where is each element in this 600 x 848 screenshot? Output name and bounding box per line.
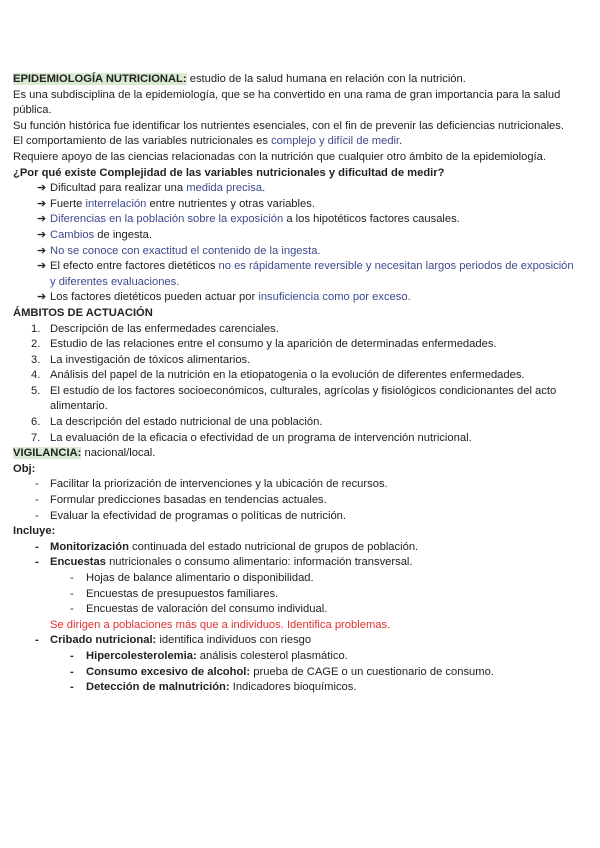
item-text: Análisis del papel de la nutrición en la etiopatogenia o la evolución de diferentes enfermedades. [50, 369, 525, 382]
item-text: Estudio de las relaciones entre el consumo y la aparición de determinadas enfermedades. [50, 338, 497, 351]
arrow-icon: ➔ [37, 182, 47, 195]
item-text: El efecto entre factores dietéticos [50, 260, 219, 273]
item-bold: Encuestas [50, 556, 106, 569]
item-number: 1. [31, 322, 41, 335]
item-bold: Consumo excesivo de alcohol: [86, 665, 251, 678]
arrow-icon: ➔ [37, 228, 47, 241]
list-item [13, 602, 580, 618]
item-text: Hojas de balance alimentario o disponibilidad. [86, 572, 314, 584]
intro-line-4: Requiere apoyo de las ciencias relacionadas con la nutrición que cualquier otro ámbito de la epidemiología. [13, 150, 546, 163]
vigilancia-heading: VIGILANCIA: [13, 447, 82, 460]
item-text-end: . [262, 182, 266, 195]
list-item [13, 509, 580, 525]
arrow-icon: ➔ [37, 197, 47, 210]
list-item [13, 540, 580, 556]
vigilancia-heading-rest: nacional/local. [81, 447, 156, 460]
incluye-label: Incluye: [13, 525, 56, 538]
list-item [13, 197, 580, 213]
list-item [13, 290, 580, 306]
list-item [13, 353, 580, 369]
intro-line-1: Es una subdisciplina de la epidemiología, que se ha convertido en una rama de gran importancia para la salud pública. [13, 88, 561, 117]
item-text-end: de ingesta. [94, 228, 153, 241]
cribado-list [13, 633, 580, 649]
list-item [13, 212, 580, 228]
item-text: La investigación de tóxicos alimentarios. [50, 353, 251, 366]
dash-icon: - [70, 572, 74, 584]
item-text: Facilitar la priorización de intervenciones y la ubicación de recursos. [50, 478, 388, 491]
list-item [13, 322, 580, 338]
list-item [13, 680, 580, 696]
list-item [13, 368, 580, 384]
item-highlight: interrelación [85, 197, 147, 210]
intro-line-3-highlight: complejo y difícil de medir [271, 135, 400, 148]
list-item [13, 431, 580, 447]
intro-line-2: Su función histórica fue identificar los nutrientes esenciales, con el fin de prevenir las deficiencias nutricionales. [13, 119, 564, 132]
arrow-icon: ➔ [37, 213, 47, 226]
list-item [13, 477, 580, 493]
item-bold: Monitorización [50, 540, 129, 553]
item-highlight: insuficiencia como por exceso. [258, 291, 411, 304]
item-bold: Detección de malnutrición: [86, 681, 230, 694]
ambitos-title: ÁMBITOS DE ACTUACIÓN [13, 306, 153, 319]
item-text: continuada del estado nutricional de grupos de población. [128, 540, 419, 553]
list-item [13, 181, 580, 197]
arrow-icon: ➔ [37, 260, 47, 273]
list-item [13, 384, 580, 415]
dash-icon: - [35, 494, 39, 507]
intro-heading-rest: estudio de la salud humana en relación con la nutrición. [186, 73, 466, 85]
item-text: Evaluar la efectividad de programas o políticas de nutrición. [50, 509, 347, 522]
item-highlight: medida precisa [186, 182, 263, 195]
item-text: identifica individuos con riesgo [156, 634, 312, 647]
list-item [13, 555, 580, 571]
intro-line-3-post: . [399, 135, 403, 148]
intro-line-3 [13, 134, 580, 150]
item-text: El estudio de los factores socioeconómicos, culturales, agrícolas y fisiológicos condicionantes del acto alimentario. [50, 384, 557, 413]
item-text: La descripción del estado nutricional de una población. [50, 416, 323, 429]
list-item [13, 587, 580, 603]
question-list [13, 181, 580, 306]
list-item [13, 337, 580, 353]
list-item [13, 633, 580, 649]
item-text: Dificultad para realizar una [50, 182, 187, 195]
dash-icon: - [35, 634, 39, 647]
intro-definition [13, 72, 580, 88]
item-text: Los factores dietéticos pueden actuar por [50, 291, 259, 304]
obj-label: Obj: [13, 462, 36, 475]
list-item [13, 228, 580, 244]
dash-icon: - [70, 681, 74, 694]
arrow-icon: ➔ [37, 244, 47, 257]
item-number: 3. [31, 353, 41, 366]
cribado-sublist [13, 649, 580, 696]
intro-heading: EPIDEMIOLOGÍA NUTRICIONAL: [13, 73, 187, 85]
item-text: La evaluación de la eficacia o efectividad de un programa de intervención nutricional. [50, 431, 472, 444]
list-item [13, 571, 580, 587]
item-number: 4. [31, 369, 41, 382]
item-text-end: entre nutrientes y otras variables. [146, 197, 315, 210]
list-item [13, 244, 580, 260]
intro-line-3-pre: El comportamiento de las variables nutricionales es [13, 135, 272, 148]
item-number: 5. [31, 384, 41, 397]
dash-icon: - [70, 587, 74, 600]
dash-icon: - [70, 665, 74, 678]
red-note: Se dirigen a poblaciones más que a individuos. Identifica problemas. [50, 618, 391, 631]
item-highlight: No se conoce con exactitud el contenido de la ingesta. [50, 244, 321, 257]
item-text: Formular predicciones basadas en tendencias actuales. [50, 494, 327, 507]
list-item [13, 415, 580, 431]
dash-icon: - [35, 540, 39, 553]
item-number: 6. [31, 416, 41, 429]
dash-icon: - [35, 478, 39, 491]
item-highlight: Cambios [50, 228, 95, 241]
item-text: nutricionales o consumo alimentario: información transversal. [105, 556, 413, 569]
item-text: Indicadores bioquímicos. [229, 681, 357, 694]
item-text: Fuerte [50, 197, 86, 210]
item-text: Encuestas de presupuestos familiares. [86, 587, 279, 600]
incluye-list [13, 540, 580, 571]
ambitos-list [13, 322, 580, 447]
encuestas-sublist [13, 571, 580, 618]
obj-list [13, 477, 580, 524]
item-bold: Hipercolesterolemia: [86, 649, 197, 662]
item-highlight: no es rápidamente reversible y necesitan largos periodos de exposición y diferentes evaluaciones. [50, 260, 574, 288]
question-title: ¿Por qué existe Complejidad de las variables nutricionales y dificultad de medir? [13, 166, 445, 179]
item-highlight: Diferencias en la población sobre la exposición [50, 213, 284, 226]
list-item [13, 649, 580, 665]
list-item [13, 665, 580, 681]
item-number: 7. [31, 431, 41, 444]
dash-icon: - [70, 649, 74, 662]
arrow-icon: ➔ [37, 291, 47, 304]
item-text: Encuestas de valoración del consumo individual. [86, 603, 328, 616]
item-text: prueba de CAGE o un cuestionario de consumo. [250, 665, 494, 678]
item-text-end: a los hipotéticos factores causales. [283, 213, 460, 226]
item-text: análisis colesterol plasmático. [196, 649, 348, 662]
list-item [13, 259, 580, 290]
dash-icon: - [35, 509, 39, 522]
dash-icon: - [35, 556, 39, 569]
vigilancia-heading-line [13, 446, 580, 462]
dash-icon: - [70, 603, 74, 616]
item-text: Descripción de las enfermedades carenciales. [50, 322, 279, 335]
item-number: 2. [31, 338, 41, 351]
list-item [13, 493, 580, 509]
item-bold: Cribado nutricional: [50, 634, 157, 647]
